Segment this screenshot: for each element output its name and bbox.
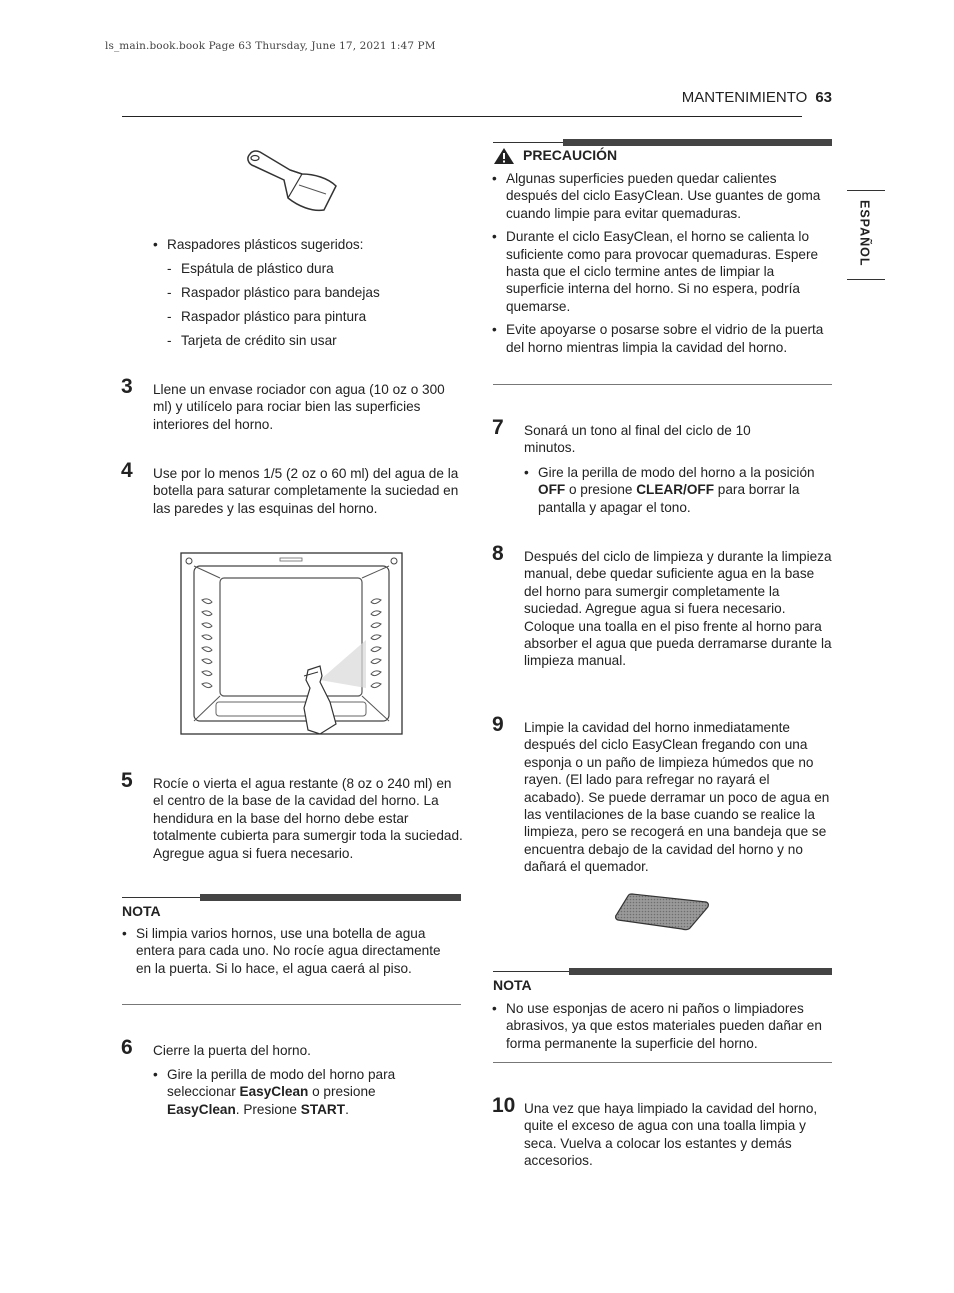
precaucion-top-line (493, 142, 563, 143)
step-5-text: Rocíe o vierta el agua restante (8 oz o 240 ml) en el centro de la base de la cavidad del horno. La hendidura en la base del horno debe estar totalmente cubierta para sumergir toda la suciedad. Agregue agua si fuera necesario. (153, 776, 463, 861)
step-6-sub (153, 1066, 443, 1118)
nota-1-title: NOTA (122, 903, 161, 919)
precaucion-bottom-rule (493, 384, 832, 385)
scraper-list-intro: • Raspadores plásticos sugeridos: (153, 236, 453, 253)
warning-icon (493, 147, 515, 165)
nota-2-bottom-rule (493, 1062, 832, 1063)
nota-2-item: • No use esponjas de acero ni paños o limpiadores abrasivos, ya que estos materiales pueden dañar en forma permanente la superficie del horno. (492, 1000, 832, 1052)
step-7-sub (524, 464, 824, 516)
step-9-number: 9 (492, 713, 504, 736)
section-title: MANTENIMIENTO (681, 89, 808, 106)
nota-2-list (492, 1000, 832, 1058)
nota-2-top-line (493, 971, 569, 972)
step-6-text: Cierre la puerta del horno. (153, 1043, 311, 1058)
nota-1-item: • Si limpia varios hornos, use una botella de agua entera para cada uno. No rocíe agua directamente en la puerta. Si lo hace, el agua caerá al piso. (122, 925, 458, 977)
scraper-item: - Raspador plástico para bandejas (167, 284, 453, 301)
step-7-number: 7 (492, 416, 504, 439)
scraper-item: - Espátula de plástico dura (167, 260, 453, 277)
nota-2-title: NOTA (493, 977, 532, 993)
step-10-text: Una vez que haya limpiado la cavidad del horno, quite el exceso de agua con una toalla limpia y seca. Vuelva a colocar los estantes y demás accesorios. (524, 1101, 818, 1169)
precaucion-title: PRECAUCIÓN (523, 147, 618, 163)
page-number: 63 (815, 89, 832, 106)
precaucion-item: • Algunas superficies pueden quedar calientes después del ciclo EasyClean. Use guantes de goma cuando limpie para evitar quemaduras. (492, 170, 828, 222)
step-6-number: 6 (121, 1036, 133, 1059)
step-8-text: Después del ciclo de limpieza y durante la limpieza manual, debe quedar suficiente agua en la base del horno para sumergir completamente la suciedad. Agregue agua si fuera necesario. Coloque una toalla en el piso frente al horno para absorber el agua que pueda derramarse durante la limpieza manual. (524, 549, 832, 669)
scraper-item: - Raspador plástico para pintura (167, 308, 453, 325)
header-rule (122, 116, 802, 117)
step-7-sub-item: • Gire la perilla de modo del horno a la posición OFF o presione CLEAR/OFF para borrar la pantalla y apagar el tono. (524, 464, 824, 516)
oven-cavity-illustration (180, 552, 403, 736)
step-6-sub-item: • Gire la perilla de modo del horno para seleccionar EasyClean o presione EasyClean. Presione START. (153, 1066, 443, 1118)
nota-1-top-line (122, 897, 200, 898)
step-10-number: 10 (492, 1094, 516, 1117)
step-3-number: 3 (121, 375, 133, 398)
precaucion-item: • Evite apoyarse o posarse sobre el vidrio de la puerta del horno mientras limpia la cavidad del horno. (492, 321, 828, 356)
language-tab-label: ESPAÑOL (857, 200, 872, 267)
precaucion-list (492, 170, 828, 362)
nota-1-top-bar (200, 894, 461, 901)
step-8-number: 8 (492, 542, 504, 565)
precaucion-item: • Durante el ciclo EasyClean, el horno se calienta lo suficiente como para provocar quemaduras. Espere hasta que el ciclo termine antes de limpiar la superficie interna del horno. Si no espera, podría quemarse. (492, 228, 828, 315)
sponge-illustration (614, 892, 710, 932)
step-4-text: Use por lo menos 1/5 (2 oz o 60 ml) del agua de la botella para saturar completamente la suciedad en las paredes y las esquinas del horno. (153, 466, 459, 516)
step-3-text: Llene un envase rociador con agua (10 oz o 300 ml) y utilícelo para rociar bien las superficies interiores del horno. (153, 382, 445, 432)
step-7-text: Sonará un tono al final del ciclo de 10 minutos. (524, 423, 751, 456)
precaucion-top-bar (563, 139, 832, 146)
scraper-list (153, 236, 453, 349)
nota-2-top-bar (569, 968, 832, 975)
nota-1-bottom-rule (122, 1004, 461, 1005)
step-5-number: 5 (121, 769, 133, 792)
scraper-illustration (244, 148, 340, 214)
file-header: ls_main.book.book Page 63 Thursday, June 17, 2021 1:47 PM (105, 40, 436, 52)
nota-1-list (122, 925, 458, 983)
scraper-item: - Tarjeta de crédito sin usar (167, 332, 453, 349)
step-4-number: 4 (121, 459, 133, 482)
step-9-text: Limpie la cavidad del horno inmediatamente después del ciclo EasyClean fregando con una esponja o un paño de limpieza húmedos que no rayen. (El lado para refregar no rayará el acabado). Se puede derramar un poco de agua en las ventilaciones de la base cuando se realice la limpieza, pero se recogerá en una bandeja que se encuentra debajo de la cavidad del horno y no dañará el quemador. (524, 720, 830, 875)
section-header (682, 89, 832, 106)
